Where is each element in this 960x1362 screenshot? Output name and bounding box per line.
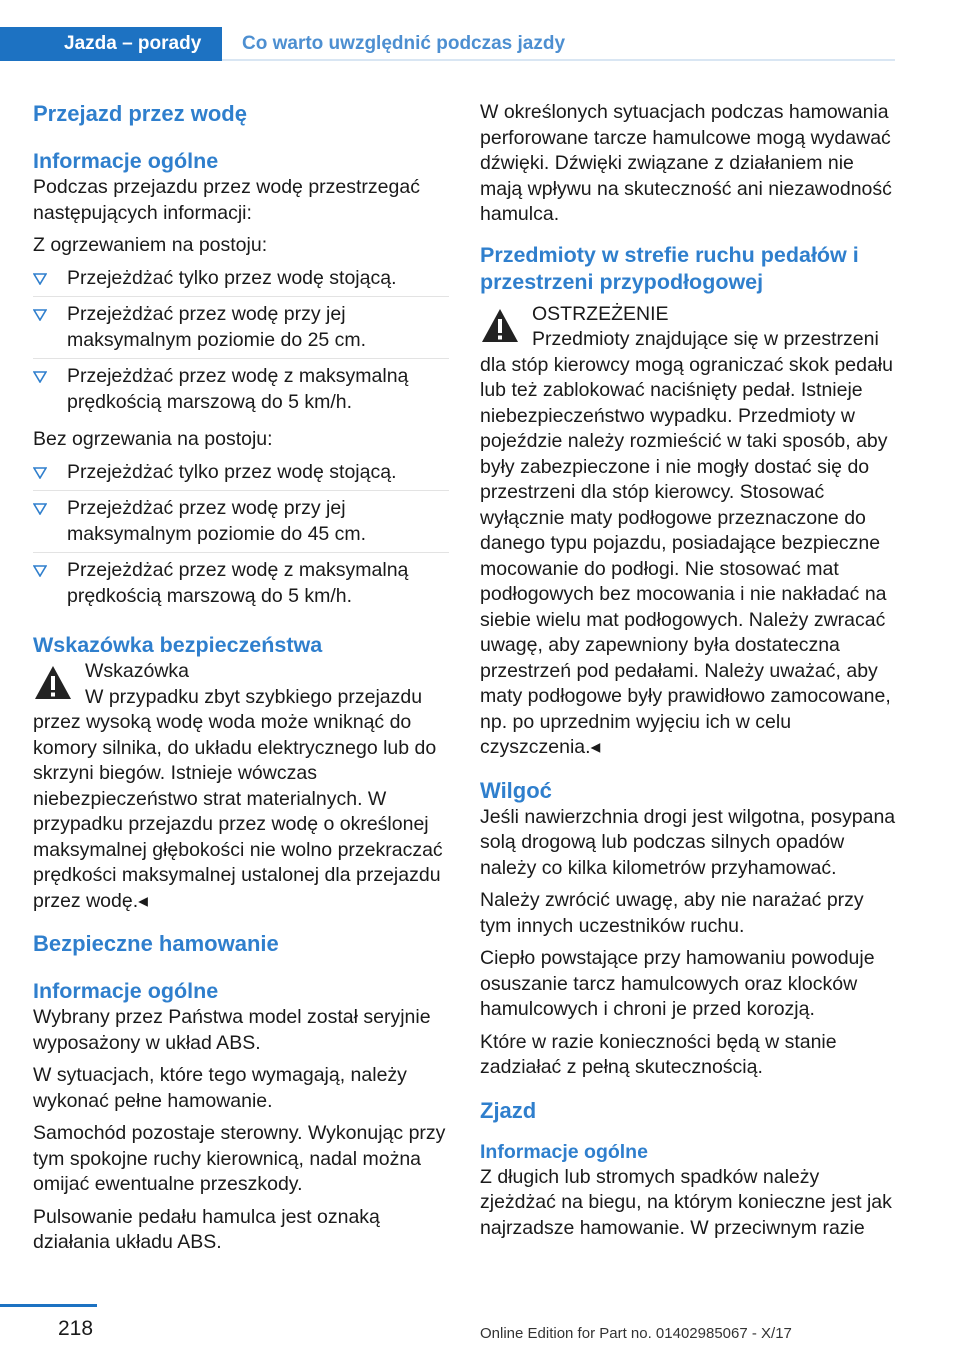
heading-moisture: Wilgoć xyxy=(480,777,552,803)
moisture-paragraph-3: Ciepło powstające przy hamowaniu powoduje osuszanie tarcz hamulcowych oraz klocków hamulcowych i chroni je przed korozją. xyxy=(480,947,875,1020)
brake-paragraph-3: Samochód pozostaje sterowny. Wykonując przy tym spokojne ruchy kierownicą, nadal można omijać ewentualne przeszkody. xyxy=(33,1122,446,1195)
moisture-paragraph-2: Należy zwrócić uwagę, aby nie narażać przy tym innych uczestników ruchu. xyxy=(480,889,864,937)
subheading-descent-info: Informacje ogólne xyxy=(480,1140,648,1163)
brake-disc-paragraph: W określonych sytuacjach podczas hamowania perforowane tarcze hamulcowe mogą wydawać dźwięki. Dźwięki związane z działaniem nie mają wpływu na skuteczność ani niezawodność hamulca. xyxy=(480,101,892,225)
bullet-triangle-icon xyxy=(33,467,47,479)
heading-safety-note: Wskazówka bezpieczeństwa xyxy=(33,633,323,657)
list-item: Przejeżdżać przez wodę z maksymalną prędkością marszową do 5 km/h. xyxy=(33,358,449,420)
warning-text: Przedmioty znajdujące się w przestrzeni dla stóp kierowcy mogą ograniczać skok pedału lub też zablokować naciśnięty pedał. Istnieje niebezpieczeństwo wypadku. Przedmioty w pojeździe należy rozmieścić w taki sposób, aby były zabezpieczone i nie mogły dostać się do przestrzeni dla stóp kierowcy. Stosować wyłącznie maty podłogowe przeznaczone do danego typu pojazdu, posiadające bezpieczne mocowanie do podłogi. Nie stosować mat podłogowych bez mocowania i nie nakładać na siebie wielu mat podłogowych. Należy zwracać uwagę, aby zapewniony była dostateczna przestrzeń pod pedałami. Należy uważać, aby maty podłogowe były prawidłowo zamocowane, np. po uprzednim wyjęciu ich w celu czyszczenia.◂ xyxy=(480,328,893,758)
heading-safe-braking: Bezpieczne hamowanie xyxy=(33,931,279,956)
brake-paragraph-1: Wybrany przez Państwa model został seryjnie wyposażony w układ ABS. xyxy=(33,1006,431,1054)
warning-title: OSTRZEŻENIE xyxy=(532,302,669,325)
list-item: Przejeżdżać przez wodę z maksymalną prędkością marszową do 5 km/h. xyxy=(33,552,449,614)
brake-paragraph-4: Pulsowanie pedału hamulca jest oznaką działania układu ABS. xyxy=(33,1205,380,1253)
warning-triangle-icon xyxy=(33,663,73,703)
list-item: Przejeżdżać przez wodę przy jej maksymalnym poziomie do 45 cm. xyxy=(33,490,449,552)
bullet-triangle-icon xyxy=(33,273,47,285)
warning-text: W przypadku zbyt szybkiego przejazdu przez wysoką wodę woda może wniknąć do komory silnika, do układu elektrycznego lub do skrzyni biegów. Istnieje wówczas niebezpieczeństwo strat materialnych. W przypadku przejazdu przez wodę o określonej maksymalnej głębokości nie wolno przekraczać prędkości maksymalnej ustalonej dla przejazdu przez wodę.◂ xyxy=(33,685,443,912)
bullet-triangle-icon xyxy=(33,503,47,515)
water-intro: Podczas przejazdu przez wodę przestrzegać następujących informacji: xyxy=(33,176,420,224)
list-item: Przejeżdżać tylko przez wodę stojącą. xyxy=(33,460,449,491)
moisture-paragraph-1: Jeśli nawierzchnia drogi jest wilgotna, posypana solą drogową lub podczas silnych opadów należy co kilka kilometrów przyhamować. xyxy=(480,805,896,879)
right-column xyxy=(480,100,896,1248)
descent-paragraph: Z długich lub stromych spadków należy zjeżdżać na biegu, na którym konieczne jest jak najrzadsze hamowanie. W przeciwnym razie xyxy=(480,1165,892,1239)
pedal-warning xyxy=(480,302,896,761)
safety-warning xyxy=(33,659,449,914)
moisture-paragraph-4: Które w razie konieczności będą w stanie zadziałać z pełną skutecznością. xyxy=(480,1030,837,1078)
chapter-title: Co warto uwzględnić podczas jazdy xyxy=(222,27,895,61)
without-heater-list xyxy=(33,460,449,615)
left-column xyxy=(33,100,449,1263)
list-item: Przejeżdżać przez wodę przy jej maksymalnym poziomie do 25 cm. xyxy=(33,296,449,358)
warning-title: Wskazówka xyxy=(85,660,190,682)
bullet-triangle-icon xyxy=(33,565,47,577)
page-header xyxy=(0,27,895,61)
bullet-triangle-icon xyxy=(33,309,47,321)
brake-paragraph-2: W sytuacjach, które tego wymagają, należy wykonać pełne hamowanie. xyxy=(33,1064,407,1112)
subheading-water-info: Informacje ogólne xyxy=(33,149,219,173)
heading-descent: Zjazd xyxy=(480,1097,537,1123)
bullet-triangle-icon xyxy=(33,371,47,383)
heading-pedal-objects: Przedmioty w strefie ruchu pedałów i przestrzeni przypodłogowej xyxy=(480,242,859,294)
subheading-braking-info: Informacje ogólne xyxy=(33,979,219,1003)
with-heater-label: Z ogrzewaniem na postoju: xyxy=(33,234,268,256)
warning-triangle-icon xyxy=(480,306,520,346)
with-heater-list xyxy=(33,266,449,421)
list-item: Przejeżdżać tylko przez wodę stojącą. xyxy=(33,266,449,297)
page-number: 218 xyxy=(58,1317,94,1340)
heading-water-crossing: Przejazd przez wodę xyxy=(33,101,247,126)
without-heater-label: Bez ogrzewania na postoju: xyxy=(33,428,273,450)
footer-rule xyxy=(0,1304,97,1307)
section-title: Jazda – porady xyxy=(0,27,222,61)
edition-note: Online Edition for Part no. 01402985067 - X/17 xyxy=(480,1325,792,1342)
